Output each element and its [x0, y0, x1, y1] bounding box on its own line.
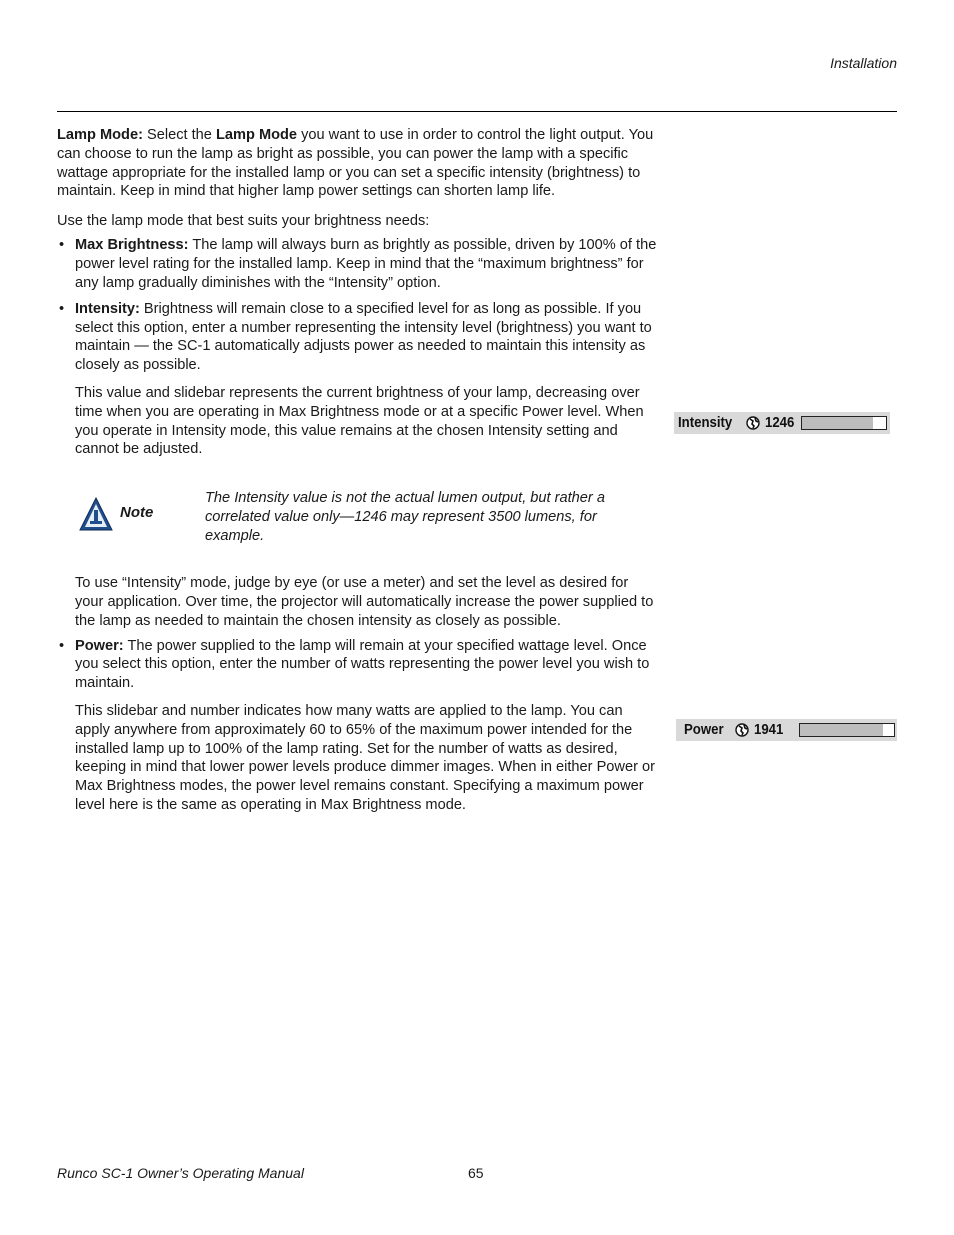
lamp-mode-post: you want to use in order to control the light output. You can choose to run the lamp as bright as possible, you can power the lamp with a specific wattage appropriate for the installed lamp or you can set a specific intensity (brightness) to maintain. Keep in mind that higher lamp power settings can shorten lamp life.	[57, 127, 654, 200]
bullet-text: The power supplied to the lamp will remain at your specified wattage level. Once you select this option, enter the number of watts representing the power level you wish to maintain.	[75, 637, 650, 692]
list-item-max-brightness	[57, 236, 657, 292]
globe-icon	[735, 723, 749, 737]
osd-value: 1246	[764, 413, 795, 431]
osd-label: Intensity	[678, 413, 733, 431]
osd-fill	[802, 417, 873, 429]
lamp-mode-pre: Select the	[142, 127, 216, 143]
note-block	[75, 489, 657, 557]
lamp-mode-bold: Lamp Mode	[215, 127, 298, 143]
intensity-use-paragraph: To use “Intensity” mode, judge by eye (or use a meter) and set the level as desired for your application. Over time, the projector will automatically increase the power supplied to the lamp as needed to maintain the chosen intensity as closely as possible.	[75, 575, 654, 629]
lamp-mode-list-continued	[57, 637, 657, 693]
osd-track	[799, 723, 895, 737]
globe-icon	[746, 416, 760, 430]
bullet-text: Brightness will remain close to a specified level for as long as possible. If you select this option, enter a number representing the intensity level (brightness) you want to maintain — the SC-1 automatically adjusts power as needed to maintain this intensity as closely as possible.	[75, 300, 652, 374]
header-rule	[57, 111, 897, 112]
bullet-icon: •	[59, 300, 65, 317]
lamp-mode-label: Lamp Mode:	[57, 127, 143, 143]
intensity-paragraph: This value and slidebar represents the current brightness of your lamp, decreasing over time when you are operating in Max Brightness mode or at a specific Power level. When you operate in Intensity mode, this value remains at the chosen Intensity setting and cannot be adjusted.	[75, 385, 644, 458]
footer-manual-title: Runco SC-1 Owner’s Operating Manual	[57, 1165, 304, 1181]
running-header: Installation	[830, 55, 897, 71]
main-content	[57, 126, 657, 825]
note-text: The Intensity value is not the actual lumen output, but rather a correlated value only—1246 may represent 3500 lumens, for example.	[205, 490, 605, 544]
osd-fill	[800, 724, 883, 736]
list-item-intensity	[57, 300, 657, 375]
bullet-label: Max Brightness:	[75, 237, 189, 254]
power-osd-slider	[676, 719, 897, 741]
osd-track	[801, 416, 887, 430]
bullet-icon: •	[59, 237, 65, 254]
bullet-label: Intensity:	[75, 300, 140, 317]
power-paragraph: This slidebar and number indicates how many watts are applied to the lamp. You can apply anywhere from approximately 60 to 65% of the maximum power intended for the installed lamp up to 100% of the lamp rating. Set for the number of watts as desired, keeping in mind that lower power levels produce dimmer images. When in either Power or Max Brightness modes, the power level remains constant. Specifying a maximum power level here is the same as operating in Max Brightness mode.	[75, 703, 655, 814]
lamp-mode-list	[57, 236, 657, 375]
osd-label: Power	[684, 720, 724, 738]
note-label: Note	[120, 504, 154, 522]
bullet-text: The lamp will always burn as brightly as possible, driven by 100% of the power level rating for the installed lamp. Keep in mind that the “maximum brightness” for any lamp gradually diminishes with the “Intensity” option.	[75, 237, 657, 292]
intro-paragraph: Use the lamp mode that best suits your brightness needs:	[57, 212, 430, 229]
osd-value: 1941	[754, 720, 784, 738]
note-warning-icon	[79, 497, 113, 531]
footer-page-number: 65	[468, 1165, 484, 1181]
bullet-icon: •	[59, 637, 65, 654]
bullet-label: Power:	[75, 637, 124, 654]
lamp-mode-paragraph	[57, 126, 657, 201]
list-item-power	[57, 637, 657, 693]
intensity-osd-slider	[674, 412, 890, 434]
